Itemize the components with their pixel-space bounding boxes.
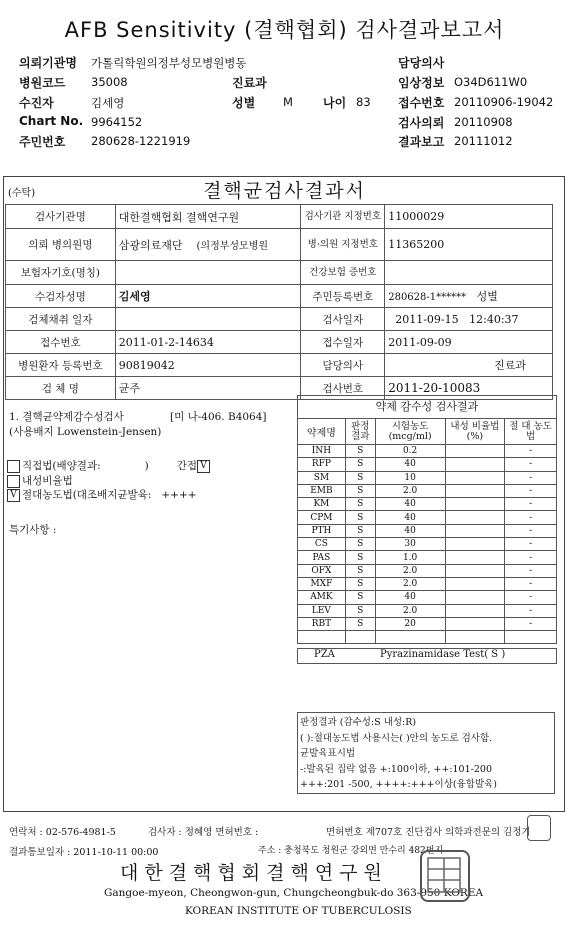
hospital-code-value: 35008	[91, 75, 128, 89]
drug-row	[298, 604, 557, 617]
test-date-cell	[385, 308, 553, 331]
drug-row	[298, 471, 557, 484]
receipt-label: 접수번호	[398, 96, 445, 110]
drug-table-title: 약제 감수성 검사결과	[297, 395, 557, 419]
rrn-value: 280628-1221919	[91, 134, 191, 148]
drug-cell-conc: 1.0	[375, 551, 445, 564]
drug-cell-conc: 0.2	[375, 445, 445, 458]
ratio-method-row	[7, 473, 73, 488]
drug-cell-drug	[298, 631, 346, 644]
insured-value	[115, 261, 301, 285]
drug-cell-abs: -	[505, 538, 557, 551]
form-info-table	[5, 204, 553, 400]
receipt-date-value: 2011-09-09	[385, 331, 553, 354]
examinee-label: 수검자성명	[6, 285, 116, 308]
specimen-value: 균주	[115, 377, 301, 400]
ratio-label: 내성비율법	[22, 475, 73, 487]
drug-cell-conc: 40	[375, 511, 445, 524]
test-date-label: 검사일자	[301, 308, 385, 331]
health-cert-label: 건강보험 증번호	[301, 261, 385, 285]
drug-row	[298, 591, 557, 604]
drug-table-body	[298, 445, 557, 644]
drug-cell-ratio	[445, 511, 505, 524]
legend-line-4: -:발육된 집락 없음 +:100이하, ++:101-200	[300, 763, 492, 775]
drug-cell-conc: 20	[375, 617, 445, 630]
test-date-value: 2011-09-15	[395, 312, 459, 326]
req-hosp-cell	[115, 229, 301, 261]
institution-label: 의뢰기관명	[19, 56, 77, 70]
drug-cell-conc: 2.0	[375, 484, 445, 497]
drug-cell-ratio	[445, 564, 505, 577]
drug-cell-result	[345, 631, 375, 644]
pza-label: PZA	[314, 649, 335, 660]
drug-cell-result: S	[345, 511, 375, 524]
drug-cell-abs: -	[505, 458, 557, 471]
drug-cell-ratio	[445, 577, 505, 590]
drug-cell-abs: -	[505, 471, 557, 484]
req-hosp-note: (의정부성모병원	[196, 240, 269, 252]
institution-value: 가톨릭학원의정부성모병원병동	[91, 56, 247, 70]
req-hosp-value: 삼광의료재단	[118, 238, 183, 252]
drug-cell-drug: PAS	[298, 551, 346, 564]
insured-label: 보험자기호(명칭)	[6, 261, 116, 285]
test-no-label: 검사번호	[301, 377, 385, 400]
drug-cell-drug: RBT	[298, 617, 346, 630]
report-date-label: 결과보고	[398, 135, 445, 149]
drug-cell-result: S	[345, 524, 375, 537]
drug-cell-drug: OFX	[298, 564, 346, 577]
item1-code: [미 나-406. B4064]	[170, 411, 267, 423]
age-label: 나이	[323, 96, 347, 110]
drug-cell-drug: INH	[298, 445, 346, 458]
drug-cell-abs: -	[505, 551, 557, 564]
drug-row	[298, 445, 557, 458]
legend-line-1: 판정결과 (감수성:S 내성:R)	[300, 717, 417, 728]
drug-row	[298, 511, 557, 524]
drug-cell-conc: 10	[375, 471, 445, 484]
drug-cell-ratio	[445, 551, 505, 564]
drug-cell-ratio	[445, 484, 505, 497]
drug-cell-conc: 40	[375, 591, 445, 604]
footer-org-en: KOREAN INSTITUTE OF TUBERCULOSIS	[185, 905, 412, 917]
legend-box	[297, 712, 555, 794]
sample-date-label: 검체채취 일자	[6, 308, 116, 331]
patient-value: 김세영	[91, 96, 125, 110]
drug-cell-result: S	[345, 604, 375, 617]
form-doctor-label: 담당의사	[301, 354, 385, 377]
footer-license: 면허번호 제707호 진단검사 의학과전문의 김정기	[326, 827, 531, 838]
chart-value: 9964152	[91, 115, 143, 129]
drug-row	[298, 564, 557, 577]
sex-value: M	[283, 95, 293, 109]
ratio-checkbox	[7, 475, 20, 488]
drug-cell-result: S	[345, 471, 375, 484]
drug-header-name: 약제명	[298, 419, 346, 445]
hospital-code-label: 병원코드	[19, 76, 66, 90]
indirect-checkbox: V	[197, 460, 210, 473]
receipt-no-label: 접수번호	[6, 331, 116, 354]
drug-cell-abs: -	[505, 484, 557, 497]
drug-cell-conc: 40	[375, 458, 445, 471]
report-date-value: 20111012	[454, 134, 513, 148]
drug-cell-abs: -	[505, 498, 557, 511]
test-no-value: 2011-20-10083	[385, 377, 553, 400]
age-value: 83	[356, 95, 371, 109]
receipt-value: 20110906-19042	[454, 95, 554, 109]
drug-row	[298, 631, 557, 644]
item1-title: 1. 결핵균약제감수성검사	[9, 411, 124, 423]
drug-cell-abs: -	[505, 445, 557, 458]
footer-org-kr: 대한결핵협회결핵연구원	[120, 862, 388, 884]
drug-header-result: 판정 결과	[345, 419, 375, 445]
drug-cell-conc: 2.0	[375, 604, 445, 617]
legend-line-5: +++:201 -500, ++++:+++이상(융합발육)	[300, 779, 498, 790]
footer-address-kr: 주소 : 충청북도 청원군 강외면 만수리 482번지	[258, 846, 444, 856]
drug-row	[298, 551, 557, 564]
institute-seal-graphic	[422, 852, 468, 900]
drug-row	[298, 577, 557, 590]
drug-cell-ratio	[445, 631, 505, 644]
drug-row	[298, 498, 557, 511]
footer-notify-date: 결과통보일자 : 2011-10-11 00:00	[9, 847, 159, 858]
drug-cell-ratio	[445, 604, 505, 617]
drug-cell-result: S	[345, 498, 375, 511]
footer-inspector: 검사자 : 정혜영 면허번호 :	[148, 827, 259, 838]
drug-row	[298, 617, 557, 630]
legend-line-2: ( ):절대농도법 사용시는( )안의 농도로 검사함.	[300, 732, 493, 744]
drug-row	[298, 524, 557, 537]
doctor-seal-icon	[527, 815, 551, 841]
clinic-no-label: 병·의원 지정번호	[301, 229, 385, 261]
patient-reg-label: 병원환자 등록번호	[6, 354, 116, 377]
drug-cell-result: S	[345, 551, 375, 564]
abs-label: 절대농도법(대조배지균발육:	[22, 489, 152, 501]
chart-label: Chart No.	[19, 114, 84, 128]
institute-seal-icon	[420, 850, 470, 902]
patient-reg-value: 90819042	[115, 354, 301, 377]
form-dept-cell	[385, 354, 553, 377]
drug-cell-result: S	[345, 617, 375, 630]
pza-row	[297, 648, 557, 664]
clinical-value: O34D611W0	[454, 75, 528, 89]
drug-cell-conc: 40	[375, 498, 445, 511]
drug-cell-conc	[375, 631, 445, 644]
drug-cell-abs: -	[505, 511, 557, 524]
drug-cell-result: S	[345, 538, 375, 551]
direct-close: )	[144, 460, 149, 472]
drug-cell-result: S	[345, 577, 375, 590]
drug-cell-ratio	[445, 524, 505, 537]
request-label: 검사의뢰	[398, 116, 445, 130]
drug-cell-result: S	[345, 564, 375, 577]
remarks-label: 특기사항 :	[9, 524, 57, 536]
clinical-label: 임상정보	[398, 76, 445, 90]
drug-cell-abs: -	[505, 564, 557, 577]
drug-cell-ratio	[445, 471, 505, 484]
drug-cell-result: S	[345, 458, 375, 471]
drug-cell-conc: 40	[375, 524, 445, 537]
drug-row	[298, 538, 557, 551]
receipt-no-value: 2011-01-2-14634	[115, 331, 301, 354]
rrn-label: 주민번호	[19, 135, 66, 149]
drug-cell-drug: MXF	[298, 577, 346, 590]
drug-cell-conc: 2.0	[375, 564, 445, 577]
receipt-date-label: 접수일자	[301, 331, 385, 354]
form-title: 결핵균검사결과서	[203, 180, 366, 202]
drug-cell-drug: KM	[298, 498, 346, 511]
item1-sub: (사용배지 Lowenstein-Jensen)	[9, 426, 162, 438]
drug-cell-ratio	[445, 445, 505, 458]
examinee-value: 김세영	[115, 285, 301, 308]
drug-cell-conc: 30	[375, 538, 445, 551]
lab-no-label: 검사기관 지정번호	[301, 205, 385, 229]
drug-cell-drug: PTH	[298, 524, 346, 537]
drug-cell-drug: AMK	[298, 591, 346, 604]
drug-cell-result: S	[345, 445, 375, 458]
drug-cell-ratio	[445, 458, 505, 471]
form-rrn-label: 주민등록번호	[301, 285, 385, 308]
drug-cell-drug: CPM	[298, 511, 346, 524]
drug-cell-drug: EMB	[298, 484, 346, 497]
drug-cell-ratio	[445, 617, 505, 630]
drug-header-ratio: 내성 비율법(%)	[445, 419, 505, 445]
drug-cell-result: S	[345, 484, 375, 497]
direct-checkbox	[7, 460, 20, 473]
form-dept-label: 진료과	[494, 359, 526, 372]
clinic-no-value: 11365200	[385, 229, 553, 261]
legend-line-3: 균발육표시법	[300, 748, 356, 759]
drug-cell-ratio	[445, 538, 505, 551]
report-title: AFB Sensitivity (결핵협회) 검사결과보고서	[64, 18, 505, 42]
indirect-label: 간접	[176, 460, 198, 472]
form-rrn-cell	[385, 285, 553, 308]
drug-cell-ratio	[445, 591, 505, 604]
request-value: 20110908	[454, 115, 513, 129]
drug-cell-result: S	[345, 591, 375, 604]
direct-method-row	[7, 458, 212, 473]
form-tag: (수탁)	[8, 188, 36, 199]
drug-row	[298, 484, 557, 497]
req-hosp-label: 의뢰 병의원명	[6, 229, 116, 261]
drug-table	[297, 418, 557, 644]
patient-label: 수진자	[19, 96, 54, 110]
drug-cell-drug: RFP	[298, 458, 346, 471]
drug-cell-drug: CS	[298, 538, 346, 551]
abs-checkbox: V	[7, 489, 20, 502]
drug-cell-abs: -	[505, 591, 557, 604]
department-label: 진료과	[232, 76, 267, 90]
drug-cell-abs: -	[505, 577, 557, 590]
drug-cell-abs: -	[505, 524, 557, 537]
drug-cell-abs	[505, 631, 557, 644]
test-time-value: 12:40:37	[469, 312, 519, 326]
drug-cell-drug: SM	[298, 471, 346, 484]
drug-cell-abs: -	[505, 617, 557, 630]
form-rrn-value: 280628-1******	[388, 292, 467, 303]
drug-cell-ratio	[445, 498, 505, 511]
drug-cell-conc: 2.0	[375, 577, 445, 590]
form-sex-label: 성별	[476, 290, 498, 303]
drug-row	[298, 458, 557, 471]
sex-label: 성별	[232, 96, 256, 110]
drug-cell-drug: LEV	[298, 604, 346, 617]
footer-address-en: Gangoe-myeon, Cheongwon-gun, Chungcheongbuk-do 363-950 KOREA	[104, 887, 484, 899]
drug-cell-abs: -	[505, 604, 557, 617]
sample-date-value	[115, 308, 301, 331]
specimen-label: 검 체 명	[6, 377, 116, 400]
lab-name-value: 대한결핵협회 결핵연구원	[115, 205, 301, 229]
lab-no-value: 11000029	[385, 205, 553, 229]
drug-header-conc: 시험농도 (mcg/ml)	[375, 419, 445, 445]
abs-method-row	[7, 487, 197, 502]
drug-header-abs: 절 대 농도법	[505, 419, 557, 445]
pza-value: Pyrazinamidase Test( S )	[380, 649, 506, 660]
health-cert-value	[385, 261, 553, 285]
direct-label: 직접법(배양결과:	[22, 460, 101, 472]
abs-value: ++++	[161, 489, 197, 501]
footer-contact: 연락처 : 02-576-4981-5	[9, 827, 116, 838]
lab-name-label: 검사기관명	[6, 205, 116, 229]
doctor-label: 담당의사	[398, 56, 445, 70]
